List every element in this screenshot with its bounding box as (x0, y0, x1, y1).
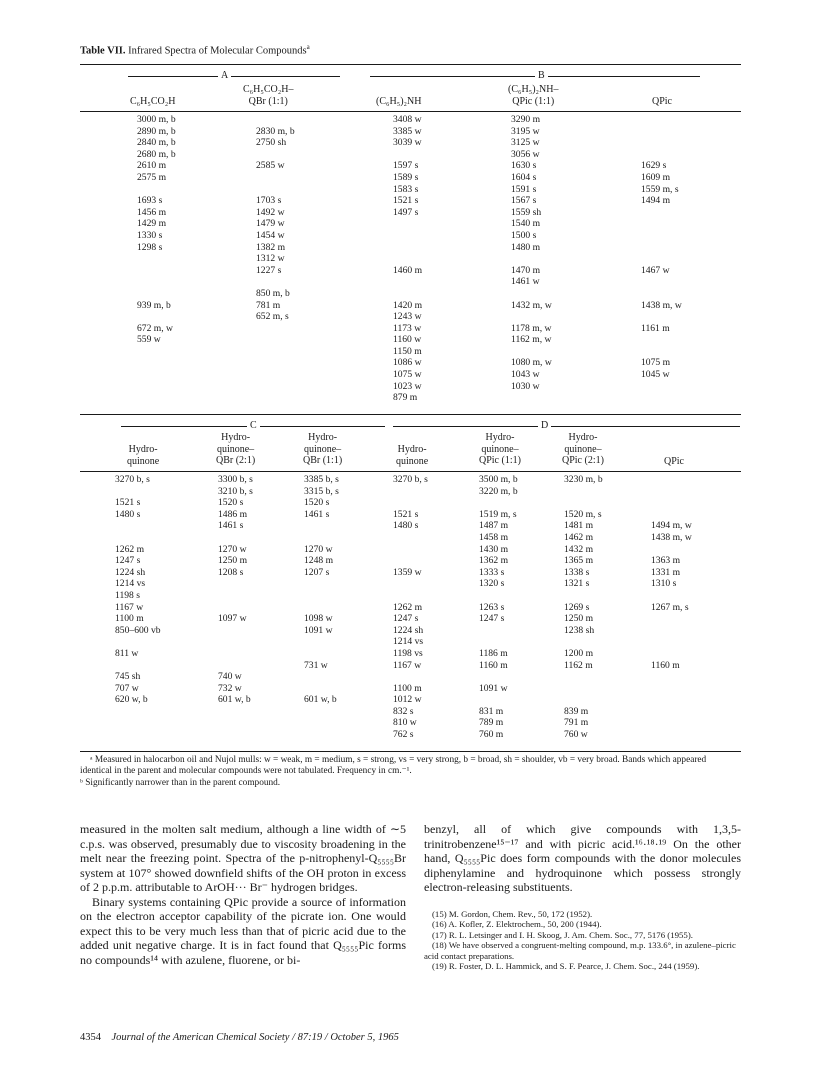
table-top-rule (80, 64, 741, 65)
page-number: 4354 (80, 1032, 101, 1043)
table-title-text: Infrared Spectra of Molecular Compounds (128, 45, 307, 57)
upper-header-1: C₆H₅CO₂H (130, 96, 176, 107)
table-label: Table VII. (80, 45, 126, 57)
lower-header-2: Hydro- quinone– QBr (2:1) (216, 432, 256, 466)
upper-col-3: 3408 w 3385 w 3039 w 1597 s 1589 s 1583 s 1521 s 1497 s 1460 m 1420 m 1243 w 1173 w 1160 w 1150 m 1086 w 1075 w 1023 w 879 m (393, 114, 423, 404)
lower-col-5: 3500 m, b 3220 m, b 1519 m, s 1487 m 1458 m 1430 m 1362 m 1333 s 1320 s 1263 s 1247 s 1186 m 1160 m 1091 w 831 m 789 m 760 m (479, 474, 518, 741)
reference-19: (19) R. Foster, D. L. Hammick, and S. F. Pearce, J. Chem. Soc., 244 (1959). (432, 961, 700, 972)
lower-col-1: 3270 b, s 1521 s 1480 s 1262 m 1247 s 1224 sh 1214 vs 1198 s 1167 w 1100 m 850–600 vb 811 w 745 sh 707 w 620 w, b (115, 474, 161, 706)
references-list (424, 909, 741, 971)
lower-header-4: Hydro- quinone (396, 444, 429, 467)
upper-header-3: (C₆H₅)₂NH (376, 96, 422, 107)
footnote-b: ᵇ Significantly narrower than in the parent compound. (80, 778, 281, 788)
lower-header-3: Hydro- quinone– QBr (1:1) (303, 432, 343, 466)
lower-header-7: QPic (664, 456, 684, 467)
mid-rule (80, 414, 741, 415)
upper-header-rule (80, 111, 741, 112)
lower-col-2: 3300 b, s 3210 b, s 1520 s 1486 m 1461 s 1270 w 1250 m 1208 s 1097 w 740 w 732 w 601 w, b (218, 474, 253, 706)
upper-col-4: 3290 m 3195 w 3125 w 3056 w 1630 s 1604 s 1591 s 1567 s 1559 sh 1540 m 1500 s 1480 m 1470 m 1461 w 1432 m, w 1178 m, w 1162 m, w 1080 m, w 1043 w 1030 w (511, 114, 552, 392)
lower-col-4: 3270 b, s 1521 s 1480 s 1359 w 1262 m 1247 s 1224 sh 1214 vs 1198 vs 1167 w 1100 m 1012 w 832 s 810 w 762 s (393, 474, 428, 741)
body-paragraph-3: benzyl, all of which give compounds with 1,3,5-trinitrobenzene¹⁵⁻¹⁷ and with picric acid.¹⁶·¹⁸·¹⁹ On the other hand, Q₅₅₅₅Pic does form compounds with the donor molecules diphenylamine and hydroquinone which possess strongly electron-releasing substituents. (424, 822, 741, 894)
body-right-column (424, 822, 741, 895)
reference-15: (15) M. Gordon, Chem. Rev., 50, 172 (1952). (432, 909, 593, 919)
lower-col-3: 3385 b, s 3315 b, s 1520 s 1461 s 1270 w 1248 m 1207 s 1098 w 1091 w 731 w 601 w, b (304, 474, 339, 706)
lower-col-6: 3230 m, b 1520 m, s 1481 m 1462 m 1432 m 1365 m 1338 s 1321 s 1269 s 1250 m 1238 sh 1200 m 1162 m 839 m 791 m 760 w (564, 474, 603, 741)
lower-col-7: 1494 m, w 1438 m, w 1363 m 1331 m 1310 s 1267 m, s 1160 m (651, 520, 692, 671)
page-footer (80, 1032, 399, 1043)
body-paragraph-2: Binary systems containing QPic provide a source of information on the electron acceptor capability of the picrate ion. One would expect this to be very much less than that of picric acid due to the added unit negative charge. It is in fact found that Q₅₅₅₅Pic forms no compounds¹⁴ with azulene, fluorene, or bi- (80, 894, 406, 967)
upper-header-4: (C₆H₅)₂NH– QPic (1:1) (508, 84, 559, 107)
reference-16: (16) A. Kofler, Z. Elektrochem., 50, 200 (1944). (432, 919, 602, 930)
group-a-brace (128, 76, 340, 83)
table-title-footnote-mark: a (306, 43, 310, 51)
table-bottom-rule (80, 751, 741, 752)
table-title (80, 43, 310, 57)
group-d-label: D (538, 420, 551, 431)
footnote-a: ᵃ Measured in halocarbon oil and Nujol mulls: w = weak, m = medium, s = strong, vs = very strong, b = broad, sh = shoulder, vb = very broad. Bands which appeared identical in the parent and molecular compounds were not tabulated. Frequency in cm.⁻¹. (80, 755, 707, 776)
group-a-label: A (218, 70, 231, 81)
lower-header-rule (80, 471, 741, 472)
group-c-label: C (247, 420, 260, 431)
upper-col-1: 3000 m, b 2890 m, b 2840 m, b 2680 m, b 2610 m 2575 m 1693 s 1456 m 1429 m 1330 s 1298 s 939 m, b 672 m, w 559 w (137, 114, 176, 346)
journal-name: Journal of the American Chemical Society (111, 1032, 290, 1043)
upper-header-5: QPic (652, 96, 672, 107)
lower-header-1: Hydro- quinone (127, 444, 160, 467)
body-paragraph-1: measured in the molten salt medium, although a line width of ∼5 c.p.s. was observed, presumably due to viscosity broadening in the melt near the freezing point. Spectra of the p-nitrophenyl-Q₅₅₅₅Br system at 107° showed downfield shifts of the OH proton in excess of 2 p.p.m. attributable to ArOH··· Br⁻ hydrogen bridges. (80, 822, 406, 894)
lower-header-5: Hydro- quinone– QPic (1:1) (479, 432, 521, 466)
lower-header-6: Hydro- quinone– QPic (2:1) (562, 432, 604, 466)
upper-col-5: 1629 s 1609 m 1559 m, s 1494 m 1467 w 1438 m, w 1161 m 1075 m 1045 w (641, 160, 682, 381)
upper-col-2: 2830 m, b 2750 sh 2585 w 1703 s 1492 w 1479 w 1454 w 1382 m 1312 w 1227 s 850 m, b 781 m 652 m, s (256, 125, 295, 323)
reference-17: (17) R. L. Letsinger and I. H. Skoog, J. Am. Chem. Soc., 77, 5176 (1955). (432, 929, 693, 940)
reference-18: (18) We have observed a congruent-melting compound, m.p. 133.6°, in azulene–picric acid contact preparations. (424, 940, 736, 961)
body-left-column (80, 822, 406, 967)
upper-header-2: C₆H₅CO₂H– QBr (1:1) (243, 84, 294, 107)
journal-issue: / 87:19 / October 5, 1965 (292, 1032, 399, 1043)
group-b-label: B (535, 70, 548, 81)
